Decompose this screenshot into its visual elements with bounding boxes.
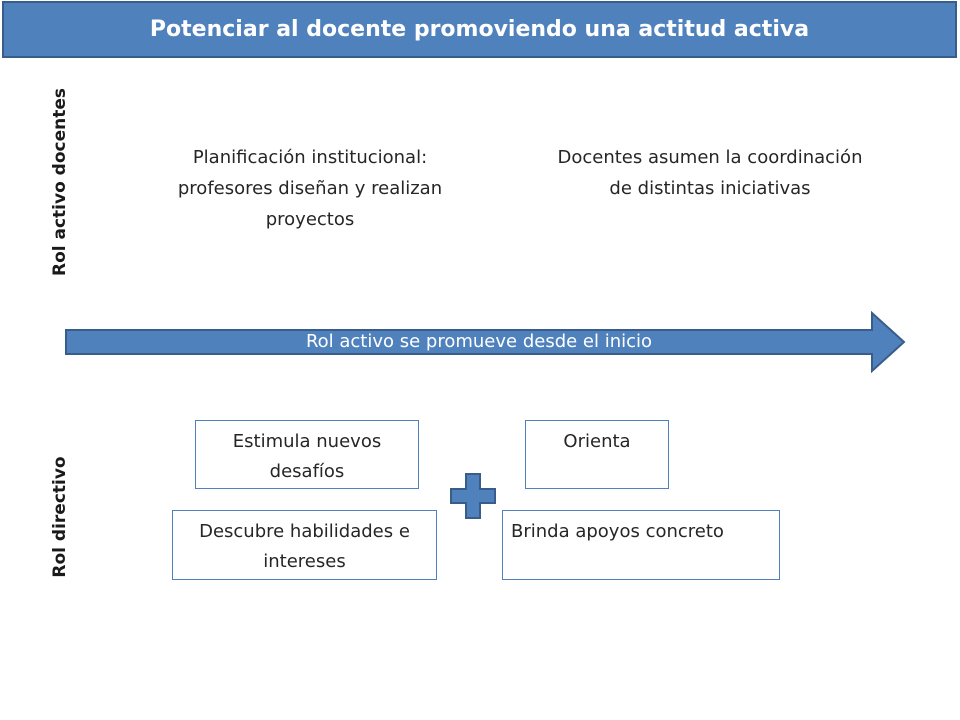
box-orienta: Orienta (525, 420, 669, 489)
side-label-rol-activo-docentes: Rol activo docentes (50, 87, 70, 277)
side-label-rol-directivo: Rol directivo (50, 456, 70, 578)
box-brinda-apoyos: Brinda apoyos concreto (502, 510, 780, 580)
plus-icon (449, 472, 497, 520)
text-planificacion-institucional: Planificación institucional: profesores diseñan y realizan proyectos (177, 147, 443, 230)
box-descubre-habilidades: Descubre habilidades e intereses (172, 510, 437, 580)
box-estimula-desafios: Estimula nuevos desafíos (195, 420, 419, 489)
slide-title (2, 1, 957, 58)
arrow-label: Rol activo se promueve desde el inicio (305, 331, 653, 352)
text-docentes-coordinacion: Docentes asumen la coordinación de distintas iniciativas (557, 147, 863, 199)
slide-title-text: Potenciar al docente promoviendo una actitud activa (149, 17, 810, 42)
